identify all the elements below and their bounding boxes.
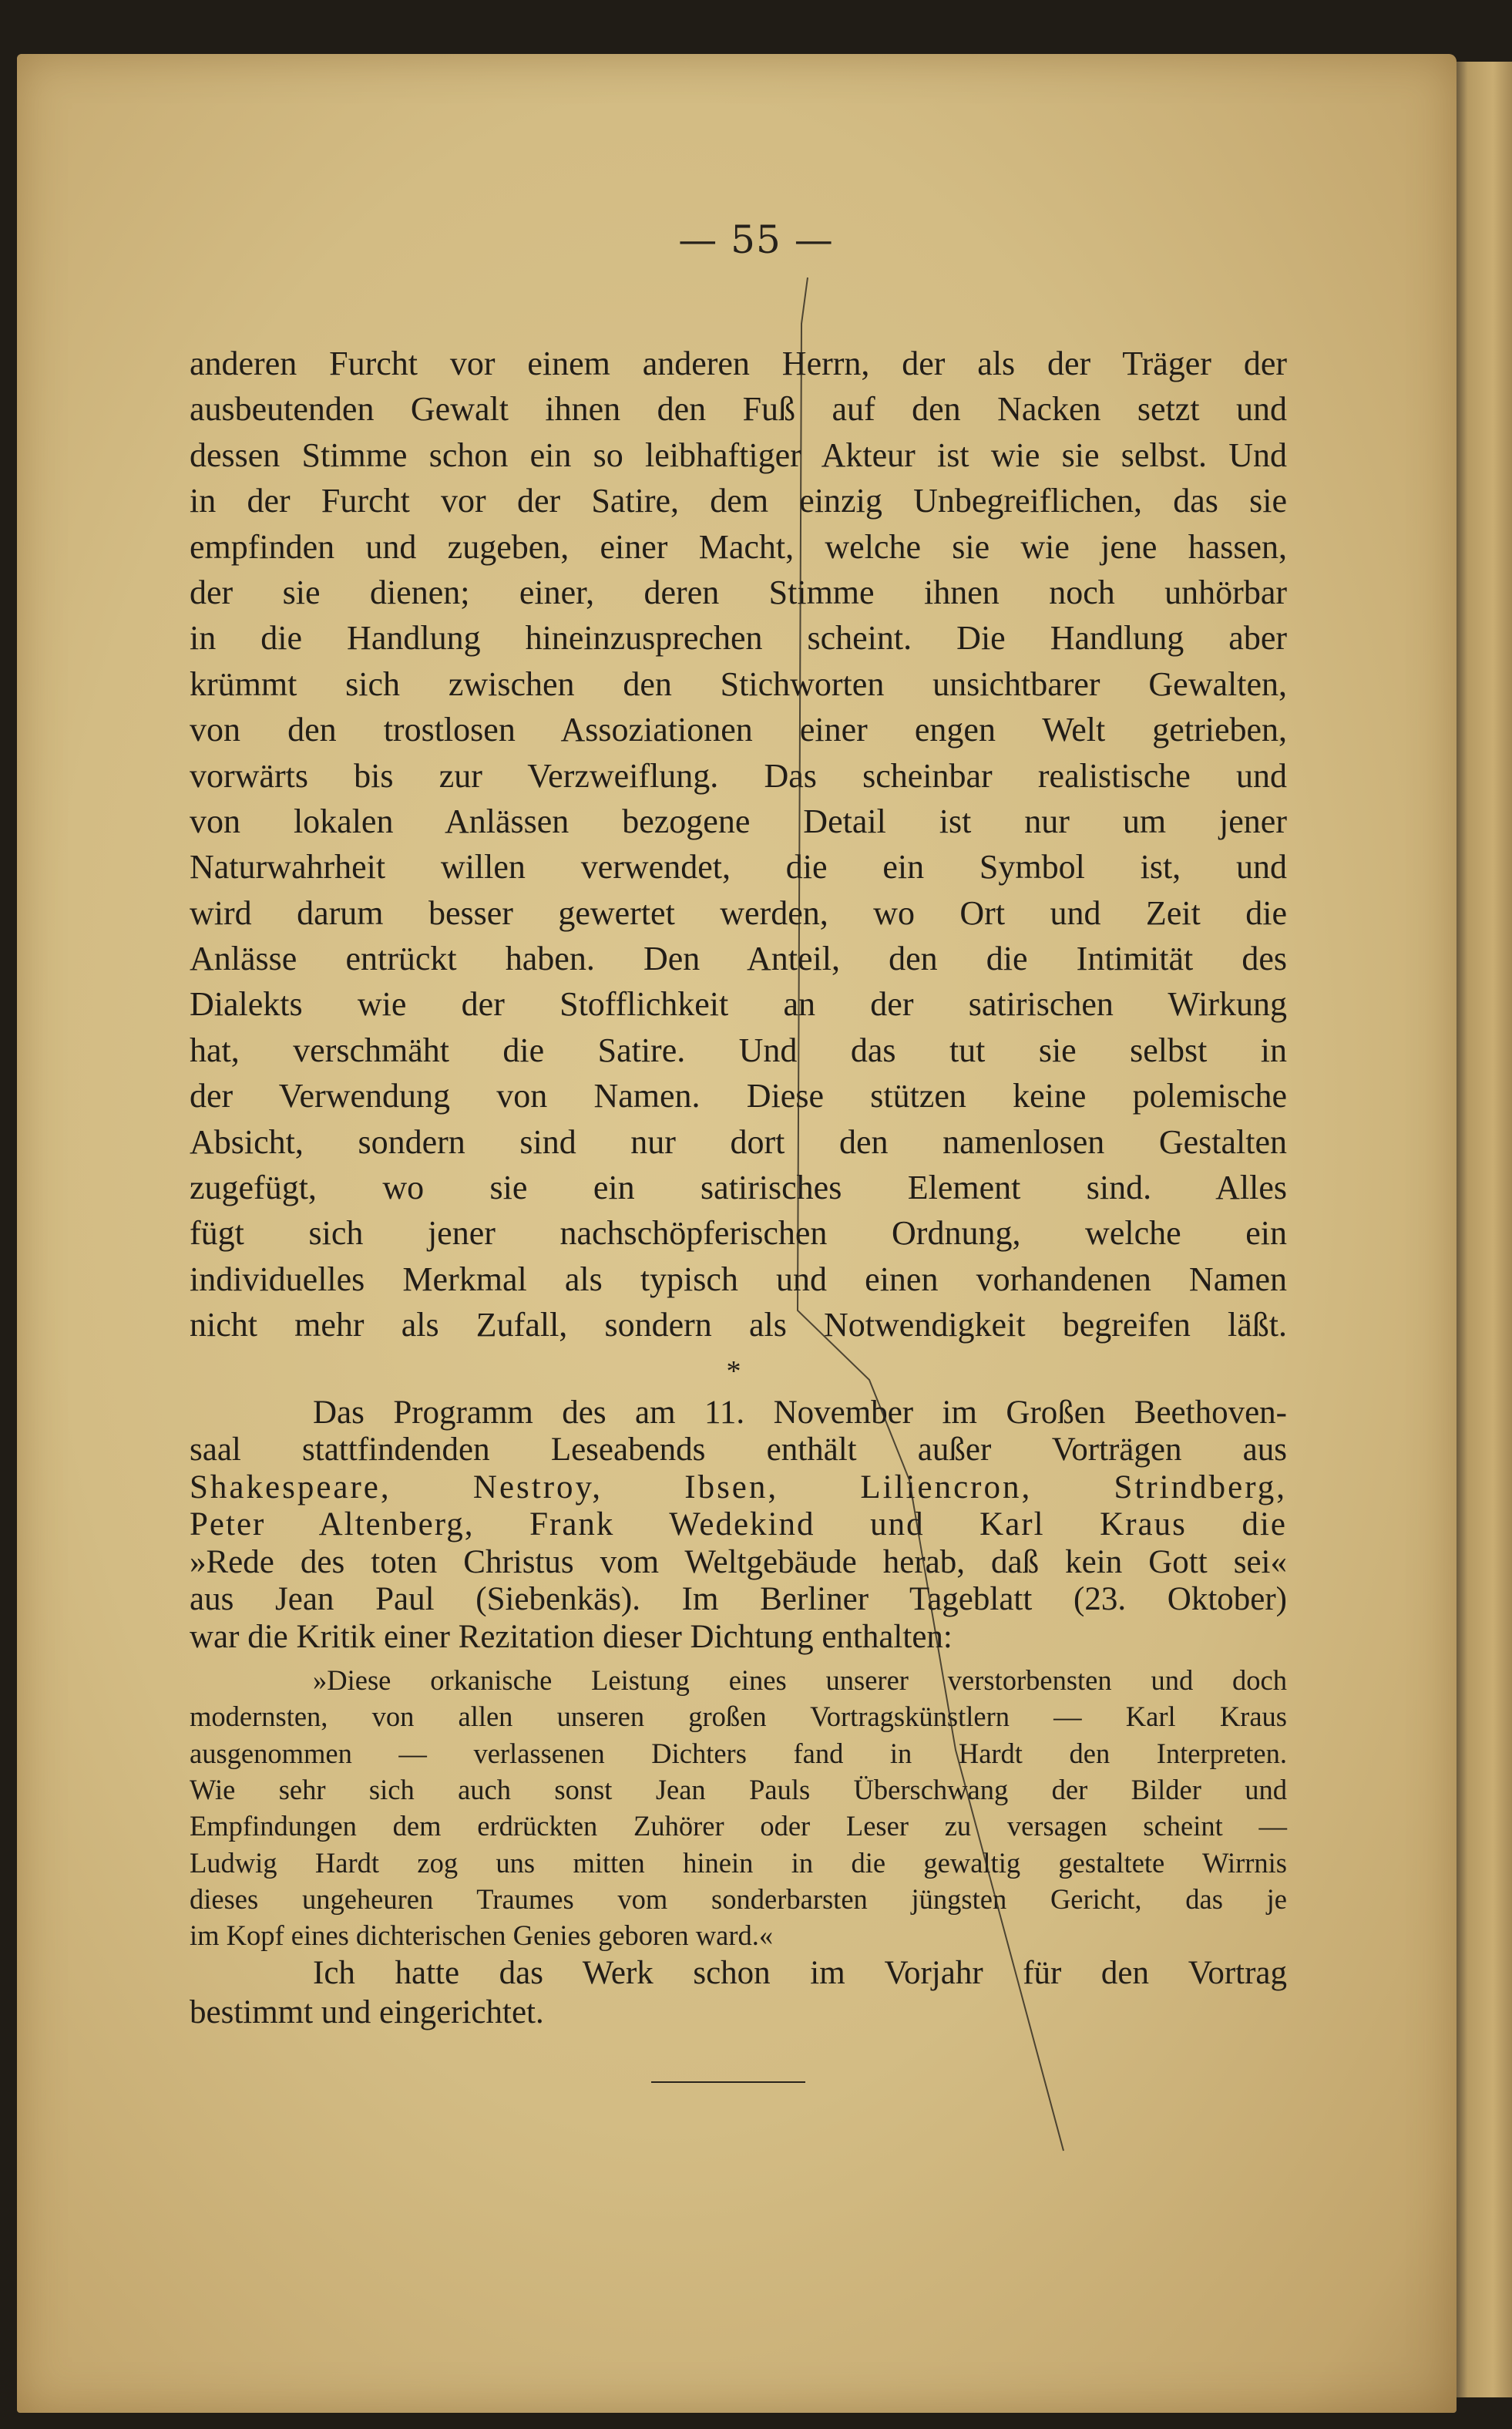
text-line: bestimmt und eingerichtet. — [190, 1994, 544, 2031]
text-line: der sie dienen; einer, deren Stimme ihnen noch unhörbar — [190, 573, 1287, 611]
text-line: Naturwahrheit willen verwendet, die ein Symbol ist, und — [190, 848, 1287, 886]
text-line: vorwärts bis zur Verzweiflung. Das scheinbar realistische und — [190, 756, 1287, 795]
quote-line: dieses ungeheuren Traumes vom sonderbarsten jüngsten Gericht, das je — [190, 1882, 1287, 1915]
text-line: fügt sich jener nachschöpferischen Ordnung, welche ein — [190, 1214, 1287, 1253]
quote-line: Ludwig Hardt zog uns mitten hinein in die gewaltig gestaltete Wirrnis — [190, 1846, 1287, 1879]
text-line: ausbeutenden Gewalt ihnen den Fuß auf den Nacken setzt und — [190, 390, 1287, 429]
text-line: Dialekts wie der Stofflichkeit an der satirischen Wirkung — [190, 985, 1287, 1024]
text-line: hat, verschmäht die Satire. Und das tut sie selbst in — [190, 1031, 1287, 1069]
quote-line: Empfindungen dem erdrückten Zuhörer oder Leser zu versagen scheint — — [190, 1810, 1287, 1842]
text-line: krümmt sich zwischen den Stichworten unsichtbarer Gewalten, — [190, 664, 1287, 703]
text-line: individuelles Merkmal als typisch und einen vorhandenen Namen — [190, 1260, 1287, 1298]
quote-line: im Kopf eines dichterischen Genies geboren ward.« — [190, 1919, 774, 1952]
text-line: saal stattfindenden Leseabends enthält außer Vorträgen aus — [190, 1431, 1287, 1469]
quote-line: modernsten, von allen unseren großen Vortragskünstlern — Karl Kraus — [190, 1701, 1287, 1733]
text-line: in der Furcht vor der Satire, dem einzig Unbegreiflichen, das sie — [190, 482, 1287, 520]
page-number: — 55 — — [678, 217, 834, 262]
text-line: von lokalen Anlässen bezogene Detail ist nur um jener — [190, 802, 1287, 840]
quote-line: Wie sehr sich auch sonst Jean Pauls Überschwang der Bilder und — [190, 1773, 1287, 1805]
text-line: war die Kritik einer Rezitation dieser Dichtung enthalten: — [190, 1618, 953, 1655]
text-line: Anlässe entrückt haben. Den Anteil, den die Intimität des — [190, 940, 1287, 978]
text-line: wird darum besser gewertet werden, wo Ort und Zeit die — [190, 893, 1287, 932]
text-line: »Rede des toten Christus vom Weltgebäude herab, daß kein Gott sei« — [190, 1543, 1287, 1580]
text-line: aus Jean Paul (Siebenkäs). Im Berliner Tageblatt (23. Oktober) — [190, 1581, 1287, 1618]
text-line: Peter Altenberg, Frank Wedekind und Karl Kraus die — [190, 1506, 1287, 1543]
section-separator: * — [726, 1354, 741, 1388]
text-line: Ich hatte das Werk schon im Vorjahr für den Vortrag — [313, 1955, 1287, 1992]
text-line: nicht mehr als Zufall, sondern als Notwendigkeit begreifen läßt. — [190, 1306, 1287, 1344]
text-line: von den trostlosen Assoziationen einer engen Welt getrieben, — [190, 711, 1287, 749]
quote-line: ausgenommen — verlassenen Dichters fand in Hardt den Interpreten. — [190, 1737, 1287, 1769]
quote-line: »Diese orkanische Leistung eines unserer verstorbensten und doch — [313, 1664, 1287, 1697]
text-line: Absicht, sondern sind nur dort den namenlosen Gestalten — [190, 1122, 1287, 1161]
text-line: in die Handlung hineinzusprechen scheint. Die Handlung aber — [190, 619, 1287, 658]
text-line: Das Programm des am 11. November im Großen Beethoven- — [313, 1394, 1287, 1431]
text-line: zugefügt, wo sie ein satirisches Element sind. Alles — [190, 1169, 1287, 1207]
text-line: der Verwendung von Namen. Diese stützen keine polemische — [190, 1077, 1287, 1115]
text-line: empfinden und zugeben, einer Macht, welche sie wie jene hassen, — [190, 527, 1287, 566]
text-line: dessen Stimme schon ein so leibhaftiger Akteur ist wie sie selbst. Und — [190, 436, 1287, 474]
text-line: anderen Furcht vor einem anderen Herrn, der als der Träger der — [190, 345, 1287, 382]
text-line: Shakespeare, Nestroy, Ibsen, Liliencron, Strindberg, — [190, 1469, 1287, 1506]
